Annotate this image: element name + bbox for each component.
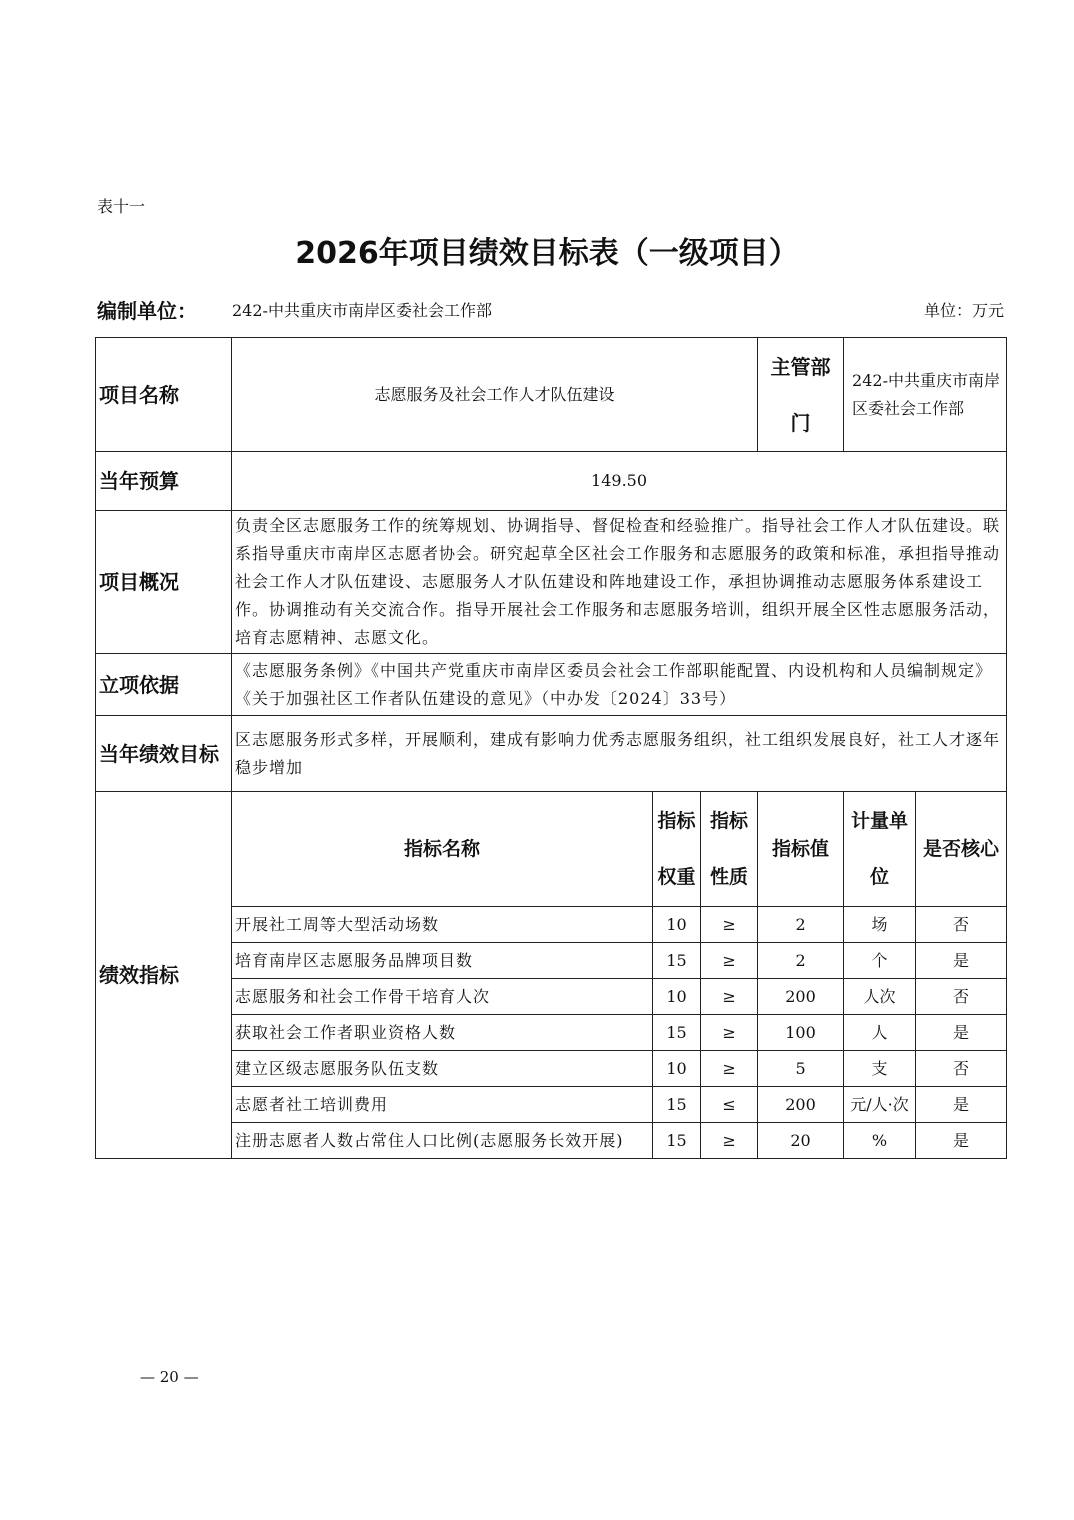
indicator-cell: 人次 xyxy=(844,979,916,1015)
indicator-cell: ≥ xyxy=(701,979,758,1015)
page-number: — 20 — xyxy=(140,1368,199,1386)
indicator-header: 指标权重 xyxy=(653,792,701,907)
org-value: 242-中共重庆市南岸区委社会工作部 xyxy=(232,301,492,320)
indicator-cell: 10 xyxy=(653,979,701,1015)
basis-text: 《志愿服务条例》《中国共产党重庆市南岸区委员会社会工作部职能配置、内设机构和人员编制规定》《关于加强社区工作者队伍建设的意见》（中办发〔2024〕33号） xyxy=(232,654,1007,716)
indicator-cell: 是 xyxy=(916,1123,1007,1159)
indicator-cell: 2 xyxy=(758,907,844,943)
indicator-cell: 10 xyxy=(653,1051,701,1087)
indicator-header: 计量单位 xyxy=(844,792,916,907)
budget-value: 149.50 xyxy=(232,452,1007,511)
indicator-cell: 200 xyxy=(758,979,844,1015)
indicator-cell: 否 xyxy=(916,979,1007,1015)
indicator-cell: 20 xyxy=(758,1123,844,1159)
indicator-cell: 获取社会工作者职业资格人数 xyxy=(232,1015,653,1051)
indicator-row xyxy=(96,1123,1007,1159)
table-tag: 表十一 xyxy=(97,197,146,216)
indicators-label: 绩效指标 xyxy=(96,792,232,1159)
indicator-cell: ≥ xyxy=(701,907,758,943)
indicator-cell: 培育南岸区志愿服务品牌项目数 xyxy=(232,943,653,979)
indicator-cell: ≥ xyxy=(701,943,758,979)
indicator-cell: 人 xyxy=(844,1015,916,1051)
indicator-row xyxy=(96,1051,1007,1087)
indicator-header: 是否核心 xyxy=(916,792,1007,907)
indicator-cell: 建立区级志愿服务队伍支数 xyxy=(232,1051,653,1087)
indicator-cell: % xyxy=(844,1123,916,1159)
indicator-row xyxy=(96,979,1007,1015)
unit-label: 单位：万元 xyxy=(923,301,1004,320)
page-title: 2026年项目绩效目标表（一级项目） xyxy=(295,236,799,271)
indicator-header: 指标名称 xyxy=(232,792,653,907)
indicator-cell: 10 xyxy=(653,907,701,943)
indicator-header: 指标性质 xyxy=(701,792,758,907)
goal-text: 区志愿服务形式多样，开展顺利，建成有影响力优秀志愿服务组织，社工组织发展良好，社工人才逐年稳步增加 xyxy=(232,716,1007,792)
indicator-cell: 是 xyxy=(916,1087,1007,1123)
indicator-cell: 15 xyxy=(653,1087,701,1123)
indicator-cell: 志愿服务和社会工作骨干培育人次 xyxy=(232,979,653,1015)
indicator-row xyxy=(96,907,1007,943)
indicator-row xyxy=(96,1087,1007,1123)
indicator-cell: 否 xyxy=(916,1051,1007,1087)
indicator-cell: ≥ xyxy=(701,1015,758,1051)
indicator-cell: 开展社工周等大型活动场数 xyxy=(232,907,653,943)
indicator-cell: 是 xyxy=(916,1015,1007,1051)
indicator-cell: ≥ xyxy=(701,1051,758,1087)
indicator-cell: 注册志愿者人数占常住人口比例(志愿服务长效开展) xyxy=(232,1123,653,1159)
performance-table xyxy=(95,337,1007,1159)
indicator-cell: 5 xyxy=(758,1051,844,1087)
indicator-cell: 元/人·次 xyxy=(844,1087,916,1123)
indicator-cell: 是 xyxy=(916,943,1007,979)
budget-label: 当年预算 xyxy=(96,452,232,511)
indicator-cell: 100 xyxy=(758,1015,844,1051)
indicator-cell: 15 xyxy=(653,943,701,979)
indicator-header: 指标值 xyxy=(758,792,844,907)
project-name-label: 项目名称 xyxy=(96,338,232,452)
dept-label: 主管部门 xyxy=(758,338,844,452)
project-name: 志愿服务及社会工作人才队伍建设 xyxy=(232,338,758,452)
dept-value: 242-中共重庆市南岸区委社会工作部 xyxy=(844,338,1007,452)
overview-text: 负责全区志愿服务工作的统筹规划、协调指导、督促检查和经验推广。指导社会工作人才队伍建设。联系指导重庆市南岸区志愿者协会。研究起草全区社会工作服务和志愿服务的政策和标准，承担指导推动社会工作人才队伍建设、志愿服务人才队伍建设和阵地建设工作，承担协调推动志愿服务体系建设工作。协调推动有关交流合作。指导开展社会工作服务和志愿服务培训，组织开展全区性志愿服务活动，培育志愿精神、志愿文化。 xyxy=(232,511,1007,654)
indicator-cell: 个 xyxy=(844,943,916,979)
indicator-cell: 场 xyxy=(844,907,916,943)
overview-label: 项目概况 xyxy=(96,511,232,654)
indicator-cell: 支 xyxy=(844,1051,916,1087)
org-label: 编制单位： xyxy=(97,299,197,323)
indicator-cell: 15 xyxy=(653,1015,701,1051)
basis-label: 立项依据 xyxy=(96,654,232,716)
goal-label: 当年绩效目标 xyxy=(96,716,232,792)
indicator-cell: 200 xyxy=(758,1087,844,1123)
indicator-cell: 否 xyxy=(916,907,1007,943)
indicator-cell: 志愿者社工培训费用 xyxy=(232,1087,653,1123)
indicator-row xyxy=(96,943,1007,979)
indicator-cell: ≥ xyxy=(701,1123,758,1159)
indicator-cell: 2 xyxy=(758,943,844,979)
indicator-row xyxy=(96,1015,1007,1051)
indicator-cell: 15 xyxy=(653,1123,701,1159)
indicator-cell: ≤ xyxy=(701,1087,758,1123)
